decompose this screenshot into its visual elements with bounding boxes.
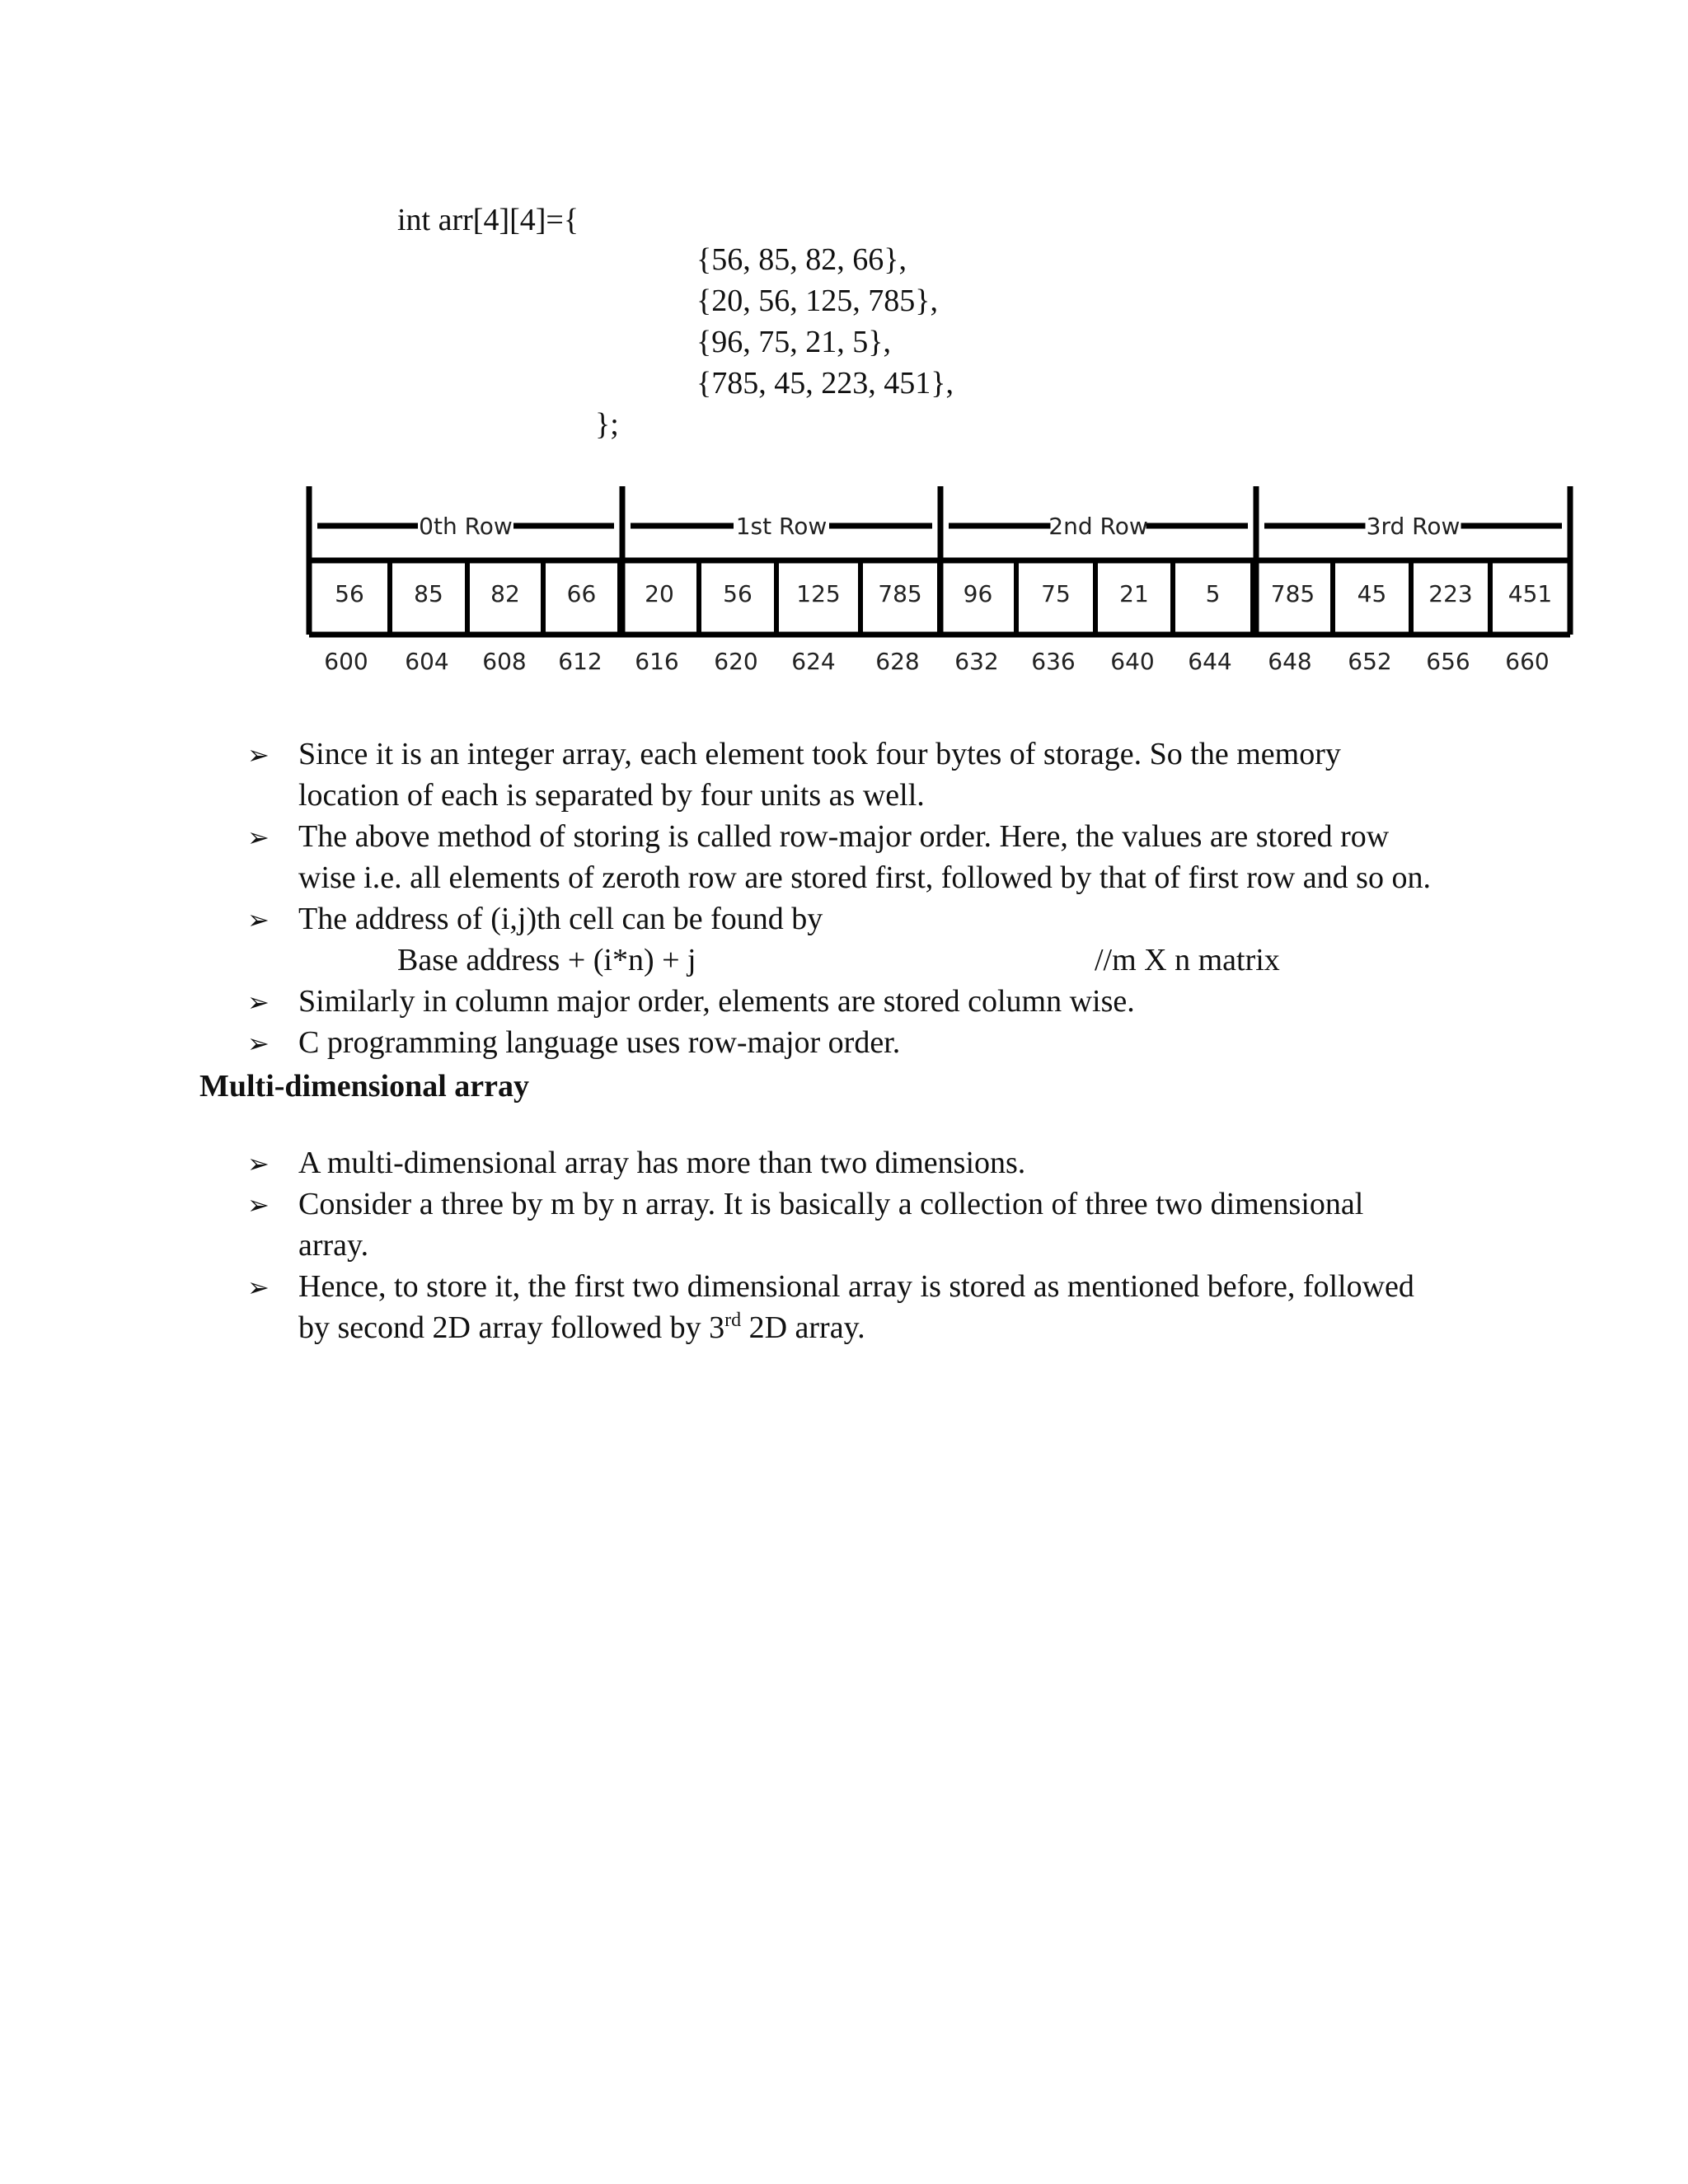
memory-address: 656 (1426, 648, 1470, 675)
bullet-text: Similarly in column major order, elements are stored column wise. (298, 984, 1135, 1019)
bullet-text: Since it is an integer array, each element took four bytes of storage. So the memory (298, 737, 1341, 771)
bullet-text: wise i.e. all elements of zeroth row are stored first, followed by that of first row and so on. (298, 860, 1431, 895)
row-label-1: 1st Row (735, 513, 828, 540)
array-cell-value: 56 (723, 580, 753, 607)
array-cell-value: 20 (645, 580, 674, 607)
memory-address: 660 (1505, 648, 1550, 675)
bullet-arrow-icon: ➢ (247, 739, 270, 771)
bullet-text: Hence, to store it, the first two dimensional array is stored as mentioned before, followed (298, 1269, 1414, 1304)
code-row-0: {56, 85, 82, 66}, (696, 242, 907, 277)
array-cell-value: 5 (1205, 580, 1221, 607)
row-label-0: 0th Row (419, 513, 513, 540)
memory-address: 648 (1268, 648, 1312, 675)
array-cell-value: 223 (1428, 580, 1473, 607)
code-row-1: {20, 56, 125, 785}, (696, 284, 938, 318)
memory-address: 636 (1031, 648, 1076, 675)
bullet-arrow-icon: ➢ (247, 904, 270, 935)
array-cell-value: 96 (963, 580, 993, 607)
code-close: }; (595, 407, 619, 442)
bullet-arrow-icon: ➢ (247, 1189, 270, 1221)
bullet-text: The above method of storing is called row-major order. Here, the values are stored row (298, 819, 1390, 854)
memory-address: 616 (635, 648, 679, 675)
row-major-memory-diagram (0, 0, 1688, 692)
array-cell-value: 75 (1041, 580, 1071, 607)
bullet-text: location of each is separated by four units as well. (298, 778, 925, 813)
array-cell-value: 451 (1507, 580, 1553, 607)
bullet-arrow-icon: ➢ (247, 1148, 270, 1179)
bullet-arrow-icon: ➢ (247, 987, 270, 1018)
bullet-text: The address of (i,j)th cell can be found by (298, 902, 823, 936)
bullet-text: Consider a three by m by n array. It is basically a collection of three two dimensional (298, 1187, 1364, 1221)
memory-address: 632 (954, 648, 999, 675)
row-label-3: 3rd Row (1366, 513, 1461, 540)
memory-address: 600 (324, 648, 368, 675)
array-cell-value: 21 (1119, 580, 1149, 607)
code-row-3: {785, 45, 223, 451}, (696, 366, 954, 401)
formula-comment: //m X n matrix (1095, 943, 1280, 977)
memory-address: 640 (1110, 648, 1155, 675)
array-cell-value: 85 (414, 580, 443, 607)
bullet-text: array. (298, 1228, 369, 1263)
bullet-arrow-icon: ➢ (247, 1272, 270, 1303)
array-cell-value: 82 (490, 580, 520, 607)
bullet-text: by second 2D array followed by 3rd 2D array. (298, 1310, 865, 1345)
diagram-frame (309, 486, 1570, 635)
code-row-2: {96, 75, 21, 5}, (696, 325, 891, 359)
memory-address: 644 (1188, 648, 1232, 675)
memory-address: 612 (558, 648, 603, 675)
row-label-2: 2nd Row (1048, 513, 1148, 540)
array-cell-value: 125 (796, 580, 841, 607)
address-formula: Base address + (i*n) + j (397, 943, 696, 977)
memory-address: 628 (875, 648, 920, 675)
bullet-text: C programming language uses row-major order. (298, 1025, 901, 1060)
section-heading: Multi-dimensional array (199, 1069, 530, 1104)
memory-address: 608 (482, 648, 527, 675)
memory-address: 604 (405, 648, 449, 675)
bullet-arrow-icon: ➢ (247, 822, 270, 853)
bullet-arrow-icon: ➢ (247, 1028, 270, 1059)
array-cell-value: 785 (878, 580, 922, 607)
array-cell-value: 785 (1270, 580, 1315, 607)
array-cell-value: 45 (1357, 580, 1387, 607)
memory-address: 624 (791, 648, 836, 675)
memory-address: 620 (714, 648, 758, 675)
code-declaration: int arr[4][4]={ (397, 203, 579, 237)
memory-address: 652 (1348, 648, 1392, 675)
array-cell-value: 56 (335, 580, 364, 607)
ordinal-superscript: rd (724, 1310, 742, 1331)
array-cell-value: 66 (566, 580, 597, 607)
bullet-text: A multi-dimensional array has more than two dimensions. (298, 1146, 1026, 1180)
